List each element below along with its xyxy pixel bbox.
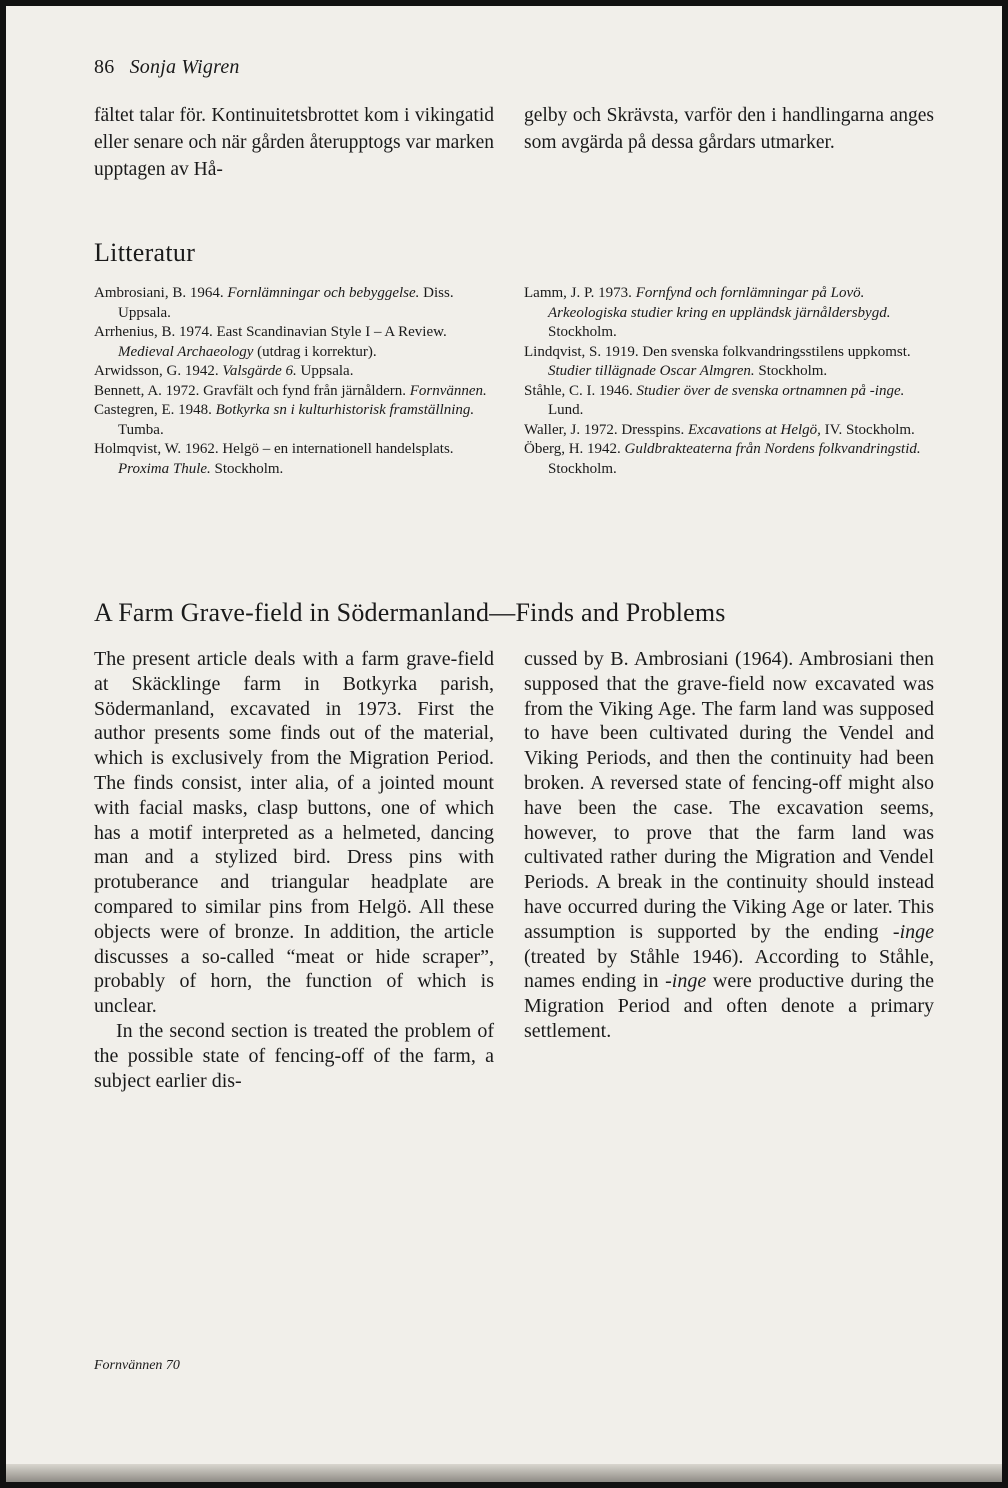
reference-item: Ambrosiani, B. 1964. Fornlämningar och bebyggelse. Diss. Uppsala. [94, 285, 454, 321]
running-header [94, 56, 240, 79]
summary-paragraph: The present article deals with a farm grave-field at Skäcklinge farm in Botkyrka parish, Södermanland, excavated in 1973. First the author presents some finds out of the material, which is exclusively from the Migration Period. The finds consist, inter alia, of a jointed mount with facial masks, clasp buttons, one of which has a motif interpreted as a helmeted, dancing man and a stylized bird. Dress pins with protuberance and triangular headplate are compared to similar pins from Helgö. All these objects were of bronze. In addition, the article discusses a so-called “meat or hide scraper”, probably of horn, the function of which is unclear. [94, 648, 494, 1018]
summary-text-left [94, 647, 494, 1093]
reference-list-left [94, 284, 494, 479]
reference-item: Lindqvist, S. 1919. Den svenska folkvandringsstilens uppkomst. Studier tillägnade Oscar Almgren. Stockholm. [524, 343, 911, 379]
reference-item: Bennett, A. 1972. Gravfält och fynd från järnåldern. Fornvännen. [94, 382, 487, 399]
literature-heading: Litteratur [94, 238, 196, 267]
body-text-right: gelby och Skrävsta, varför den i handlingarna anges som avgärda på dessa gårdars utmarker. [524, 105, 934, 153]
reference-item: Öberg, H. 1942. Guldbrakteaterna från Nordens folkvandringstid. Stockholm. [524, 441, 921, 477]
summary-paragraph: cussed by B. Ambrosiani (1964). Ambrosiani then supposed that the grave-field now excavated was from the Viking Age. The farm land was supposed to have been cultivated during the Vendel and Viking Periods, and then the continuity had been broken. A reversed state of fencing-off might also have been the case. The excavation seems, however, to prove that the farm land was cultivated rather during the Migration and Vendel Periods. A break in the continuity should instead have occurred during the Viking Age or later. This assumption is supported by the ending -inge (treated by Ståhle 1946). According to Ståhle, names ending in -inge were productive during the Migration Period and often denote a primary settlement. [524, 648, 934, 1042]
running-author: Sonja Wigren [129, 56, 240, 78]
reference-item: Arwidsson, G. 1942. Valsgärde 6. Uppsala. [94, 363, 354, 379]
body-text-left: fältet talar för. Kontinuitetsbrottet kom i vikingatid eller senare och när gården återupptogs var marken upptagen av Hå- [94, 105, 494, 180]
reference-item: Ståhle, C. I. 1946. Studier över de svenska ortnamnen på -inge. Lund. [524, 382, 905, 418]
reference-list-right [524, 284, 934, 479]
reference-item: Arrhenius, B. 1974. East Scandinavian Style I – A Review. Medieval Archaeology (utdrag i korrektur). [94, 324, 447, 360]
document-page [6, 6, 1002, 1482]
journal-footer: Fornvännen 70 [94, 1358, 180, 1373]
reference-item: Waller, J. 1972. Dresspins. Excavations at Helgö, IV. Stockholm. [524, 421, 915, 438]
scan-edge [6, 1464, 1002, 1482]
summary-text-right [524, 647, 934, 1044]
summary-paragraph: In the second section is treated the problem of the possible state of fencing-off of the farm, a subject earlier dis- [94, 1019, 494, 1092]
reference-item: Lamm, J. P. 1973. Fornfynd och fornlämningar på Lovö. Arkeologiska studier kring en uppländsk järnåldersbygd. Stockholm. [524, 285, 891, 340]
summary-heading: A Farm Grave-field in Södermanland—Finds and Problems [94, 598, 726, 627]
reference-item: Castegren, E. 1948. Botkyrka sn i kulturhistorisk framställning. Tumba. [94, 402, 475, 438]
reference-item: Holmqvist, W. 1962. Helgö – en internationell handelsplats. Proxima Thule. Stockholm. [94, 441, 454, 477]
page-number: 86 [94, 56, 115, 78]
